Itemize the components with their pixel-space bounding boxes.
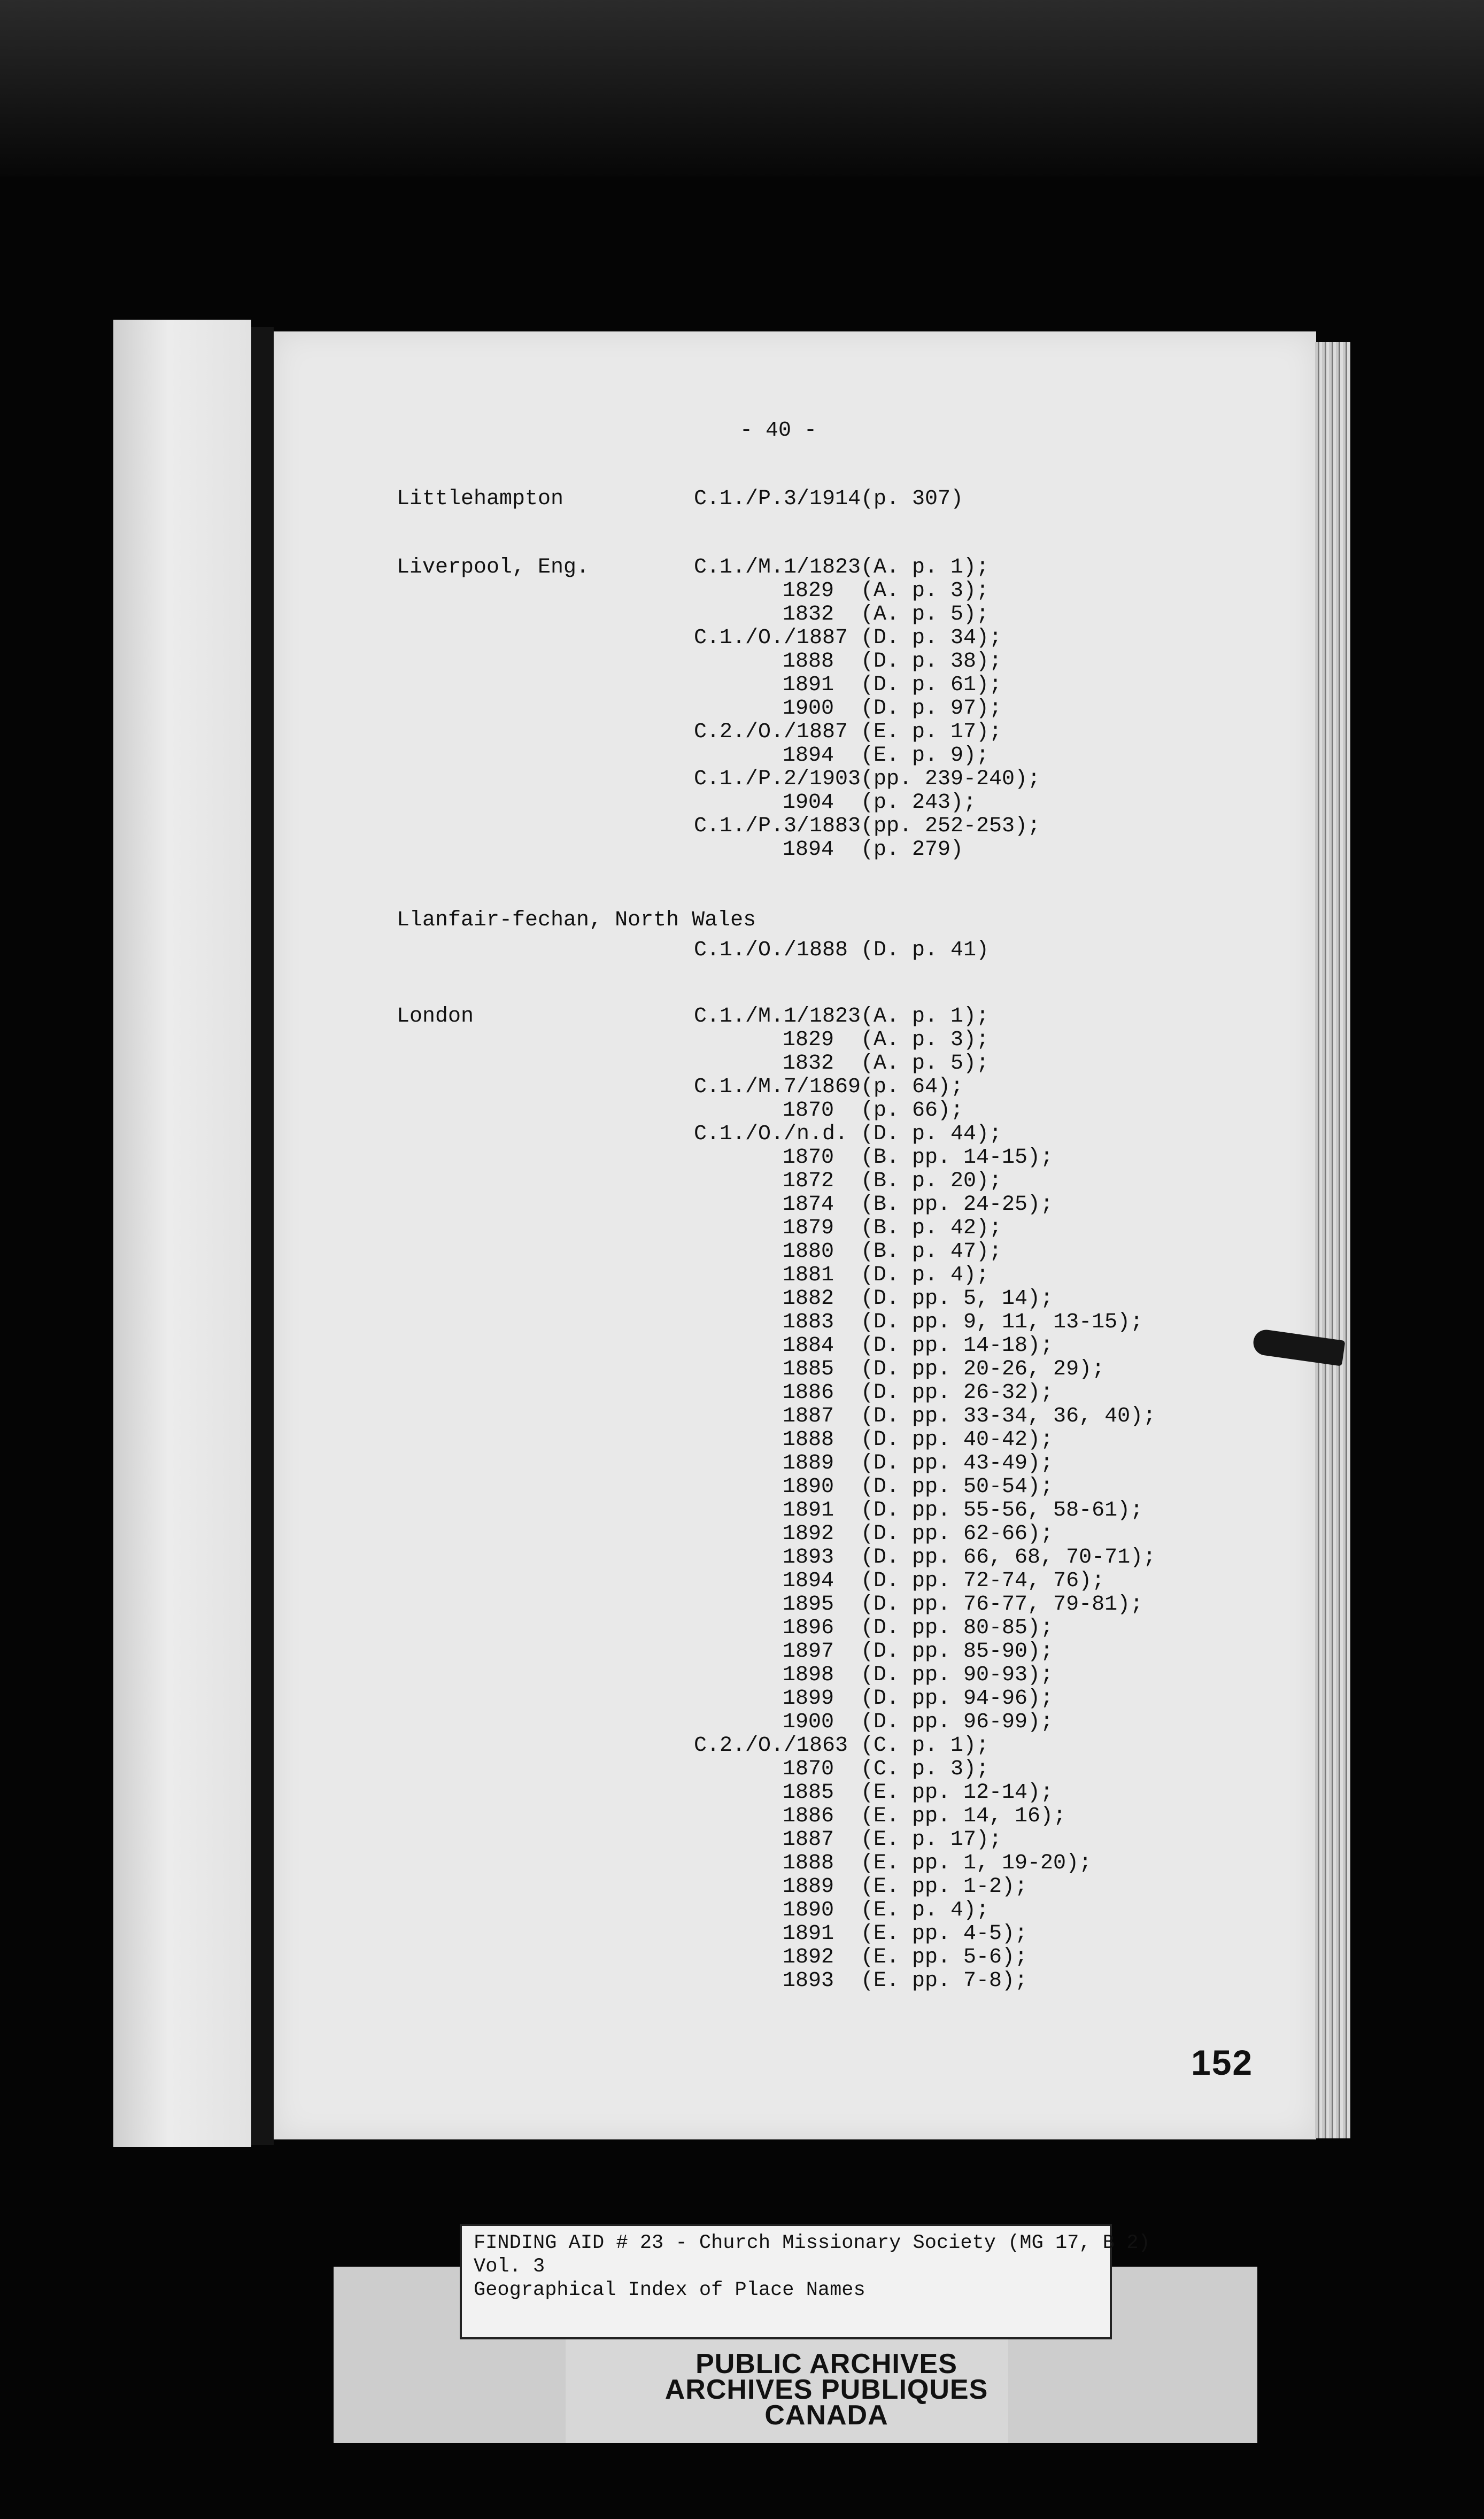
citation-detail: (E. pp. 12-14); (861, 1781, 1054, 1805)
citation-detail: (D. pp. 62-66); (861, 1522, 1054, 1546)
page-edges (1315, 342, 1350, 2138)
citation-year: 1895 (783, 1593, 834, 1617)
citation-year: 1886 (783, 1381, 834, 1405)
citation-year: 1891 (783, 673, 834, 697)
citation-year: 1894 (783, 744, 834, 768)
citation-detail: (A. p. 3); (861, 579, 990, 603)
citation-detail: (E. pp. 4-5); (861, 1922, 1028, 1946)
citation-detail: (A. p. 5); (861, 1052, 990, 1076)
citation-year: 1880 (783, 1240, 834, 1264)
citation-year: 1893 (783, 1546, 834, 1570)
archive-stamp-line-3: CANADA (764, 2400, 888, 2431)
citation-year: 1883 (783, 1310, 834, 1334)
citation-detail: (E. p. 4); (861, 1898, 990, 1922)
archive-stamp-line-2: ARCHIVES PUBLIQUES (664, 2374, 988, 2405)
citation-year: 1893 (783, 1969, 834, 1993)
citation-detail: (p. 243); (861, 791, 977, 815)
citation-year: 1890 (783, 1475, 834, 1499)
citation-year: 1829 (783, 1028, 834, 1052)
citation-detail: (E. pp. 1, 19-20); (861, 1851, 1092, 1875)
citation-detail: (E. pp. 7-8); (861, 1969, 1028, 1993)
citation-reference: C.1./P.2/1903 (694, 767, 861, 791)
citation-reference: C.1./P.3/1883 (694, 814, 861, 838)
citation-year: 1888 (783, 650, 834, 674)
citation-reference: C.1./M.7/1869 (694, 1075, 861, 1099)
citation-year: 1904 (783, 791, 834, 815)
citation-detail: (A. p. 3); (861, 1028, 990, 1052)
citation-reference: C.1./O./1888 (694, 938, 848, 962)
citation-reference: C.2./O./1887 (694, 720, 848, 744)
citation-year: 1900 (783, 697, 834, 721)
citation-reference: C.1./M.1/1823 (694, 555, 861, 579)
citation-detail: (D. pp. 55-56, 58-61); (861, 1498, 1143, 1523)
citation-year: 1900 (783, 1710, 834, 1734)
citation-detail: (D. p. 34); (861, 626, 1002, 650)
citation-detail: (A. p. 5); (861, 602, 990, 627)
citation-year: 1889 (783, 1875, 834, 1899)
citation-year: 1894 (783, 1569, 834, 1593)
frame-stamp-number: 152 (1191, 2043, 1254, 2082)
citation-detail: (E. p. 9); (861, 744, 990, 768)
finding-aid-volume: Vol. 3 (474, 2255, 545, 2278)
citation-detail: (B. p. 42); (861, 1216, 1002, 1240)
citation-year: 1885 (783, 1781, 834, 1805)
facing-page-edge (113, 320, 251, 2147)
place-name: Llanfair-fechan, North Wales (397, 908, 756, 932)
citation-year: 1898 (783, 1663, 834, 1687)
citation-year: 1882 (783, 1287, 834, 1311)
citation-detail: (D. pp. 90-93); (861, 1663, 1054, 1687)
citation-year: 1870 (783, 1099, 834, 1123)
citation-year: 1886 (783, 1804, 834, 1828)
film-top-strip (0, 0, 1484, 176)
citation-year: 1896 (783, 1616, 834, 1640)
citation-year: 1889 (783, 1451, 834, 1475)
citation-year: 1888 (783, 1851, 834, 1875)
citation-year: 1832 (783, 602, 834, 627)
citation-detail: (D. pp. 80-85); (861, 1616, 1054, 1640)
citation-detail: (p. 64); (861, 1075, 964, 1099)
citation-detail: (D. p. 4); (861, 1263, 990, 1287)
citation-year: 1888 (783, 1428, 834, 1452)
citation-year: 1899 (783, 1687, 834, 1711)
place-name: Liverpool, Eng. (397, 555, 590, 579)
citation-detail: (A. p. 1); (861, 1004, 990, 1029)
book-spine (251, 327, 274, 2145)
citation-detail: (E. p. 17); (861, 1828, 1002, 1852)
citation-reference: C.2./O./1863 (694, 1734, 848, 1758)
citation-detail: (D. pp. 94-96); (861, 1687, 1054, 1711)
citation-reference: C.1./O./1887 (694, 626, 848, 650)
citation-detail: (D. pp. 20-26, 29); (861, 1357, 1105, 1381)
citation-detail: (p. 307) (861, 487, 964, 511)
citation-detail: (B. pp. 14-15); (861, 1146, 1054, 1170)
citation-detail: (D. p. 44); (861, 1122, 1002, 1146)
place-name: London (397, 1004, 474, 1029)
finding-aid-subtitle: Geographical Index of Place Names (474, 2279, 865, 2301)
citation-detail: (D. pp. 40-42); (861, 1428, 1054, 1452)
citation-detail: (D. pp. 96-99); (861, 1710, 1054, 1734)
citation-year: 1832 (783, 1052, 834, 1076)
citation-detail: (D. p. 38); (861, 650, 1002, 674)
citation-detail: (D. p. 97); (861, 697, 1002, 721)
citation-year: 1897 (783, 1640, 834, 1664)
finding-aid-title: FINDING AID # 23 - Church Missionary Society (MG 17, B 2) (474, 2232, 1150, 2254)
citation-year: 1887 (783, 1828, 834, 1852)
citation-detail: (pp. 239-240); (861, 767, 1041, 791)
citation-detail: (E. p. 17); (861, 720, 1002, 744)
citation-detail: (D. pp. 9, 11, 13-15); (861, 1310, 1143, 1334)
citation-year: 1892 (783, 1522, 834, 1546)
citation-year: 1870 (783, 1757, 834, 1781)
citation-year: 1881 (783, 1263, 834, 1287)
citation-detail: (E. pp. 1-2); (861, 1875, 1028, 1899)
citation-detail: (B. pp. 24-25); (861, 1193, 1054, 1217)
citation-detail: (D. pp. 85-90); (861, 1640, 1054, 1664)
citation-detail: (D. pp. 72-74, 76); (861, 1569, 1105, 1593)
citation-year: 1829 (783, 579, 834, 603)
citation-year: 1884 (783, 1334, 834, 1358)
citation-detail: (D. pp. 5, 14); (861, 1287, 1054, 1311)
citation-detail: (D. pp. 26-32); (861, 1381, 1054, 1405)
citation-detail: (D. p. 41) (861, 938, 990, 962)
citation-detail: (p. 66); (861, 1099, 964, 1123)
citation-detail: (D. pp. 50-54); (861, 1475, 1054, 1499)
citation-year: 1892 (783, 1945, 834, 1969)
citation-detail: (D. p. 61); (861, 673, 1002, 697)
finding-aid-label (460, 2224, 1150, 2339)
citation-reference: C.1./M.1/1823 (694, 1004, 861, 1029)
citation-detail: (E. pp. 14, 16); (861, 1804, 1066, 1828)
citation-detail: (C. p. 1); (861, 1734, 990, 1758)
citation-detail: (pp. 252-253); (861, 814, 1041, 838)
citation-year: 1890 (783, 1898, 834, 1922)
citation-detail: (p. 279) (861, 838, 964, 862)
citation-detail: (B. p. 47); (861, 1240, 1002, 1264)
citation-reference: C.1./P.3/1914 (694, 487, 861, 511)
citation-reference: C.1./O./n.d. (694, 1122, 848, 1146)
page-number: - 40 - (740, 419, 817, 443)
citation-detail: (A. p. 1); (861, 555, 990, 579)
citation-year: 1870 (783, 1146, 834, 1170)
citation-detail: (D. pp. 66, 68, 70-71); (861, 1546, 1156, 1570)
citation-detail: (D. pp. 33-34, 36, 40); (861, 1404, 1156, 1428)
citation-detail: (E. pp. 5-6); (861, 1945, 1028, 1969)
citation-detail: (D. pp. 14-18); (861, 1334, 1054, 1358)
citation-year: 1891 (783, 1922, 834, 1946)
citation-year: 1885 (783, 1357, 834, 1381)
citation-detail: (C. p. 3); (861, 1757, 990, 1781)
citation-detail: (B. p. 20); (861, 1169, 1002, 1193)
citation-detail: (D. pp. 43-49); (861, 1451, 1054, 1475)
citation-year: 1894 (783, 838, 834, 862)
citation-year: 1879 (783, 1216, 834, 1240)
archive-stamp-line-1: PUBLIC ARCHIVES (695, 2348, 957, 2379)
place-name: Littlehampton (397, 487, 564, 511)
citation-year: 1872 (783, 1169, 834, 1193)
citation-detail: (D. pp. 76-77, 79-81); (861, 1593, 1143, 1617)
citation-year: 1874 (783, 1193, 834, 1217)
citation-year: 1887 (783, 1404, 834, 1428)
citation-year: 1891 (783, 1498, 834, 1523)
